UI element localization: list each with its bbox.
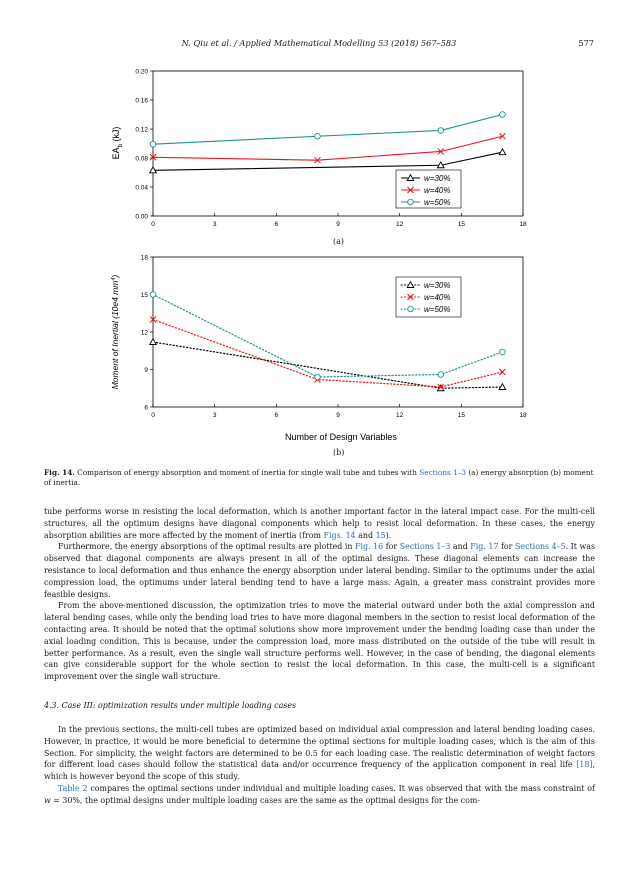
- x-tick-label: 15: [457, 412, 465, 419]
- data-point: [499, 369, 505, 375]
- figure-a-sublabel: (a): [333, 237, 345, 246]
- y-axis-label-b: Moment of Inertial (10e4 $mm^4$): [110, 274, 120, 390]
- body-text-upper: [44, 506, 595, 683]
- x-tick-label: 18: [519, 221, 527, 228]
- y-tick-label: 18: [140, 254, 148, 262]
- link-fig-15[interactable]: 15: [375, 530, 386, 540]
- y-tick-label: 0.04: [135, 184, 148, 192]
- caption-link-sections[interactable]: Sections 1–3: [419, 468, 467, 477]
- x-tick-label: 18: [519, 412, 527, 419]
- legend-label: w=30%: [424, 174, 451, 183]
- link-fig-14[interactable]: Figs. 14: [323, 530, 356, 540]
- x-tick-label: 12: [396, 412, 404, 419]
- x-tick-label: 9: [336, 412, 340, 419]
- page-number: 577: [578, 38, 594, 48]
- link-sections-4-5[interactable]: Sections 4–5: [515, 542, 566, 552]
- paragraph-4: In the previous sections, the multi-cell tubes are optimized based on individual axial compression and lateral bending loading cases. However, in practice, it would be more beneficial to determine the optimal sections for multiple loading cases, which is the aim of this Section. For simplicity, the weight factors are determined to be 0.5 for each loading case. The realistic determination of weight factors for different load cases should follow the statistical data and/or occurrence frequency of the application component in real life [18], which is however beyond the scope of this study.: [44, 725, 595, 782]
- data-point: [150, 292, 156, 298]
- legend-marker: [408, 306, 414, 312]
- legend-label: w=40%: [424, 293, 451, 302]
- y-tick-label: 0.08: [135, 155, 148, 163]
- data-point: [438, 372, 444, 378]
- section-heading: 4.3. Case III: optimization results under multiple loading cases: [44, 701, 297, 710]
- x-tick-label: 3: [212, 412, 217, 419]
- series-line-1: [153, 342, 502, 388]
- caption-label: Fig. 14.: [44, 468, 75, 477]
- x-tick-label: 12: [396, 221, 404, 228]
- body-text-lower: [44, 724, 595, 807]
- y-tick-label: 0.12: [135, 126, 148, 134]
- x-tick-label: 9: [336, 221, 340, 228]
- y-axis-label-a: $EA_b$ (kJ): [111, 126, 124, 160]
- y-tick-label: 15: [140, 291, 148, 299]
- x-axis-label-b: Number of Design Variables: [285, 432, 397, 442]
- legend-label: w=30%: [424, 281, 451, 290]
- figure-caption: Fig. 14. Comparison of energy absorption and moment of inertia for single wall tube and tubes with Sections 1–3 (a) energy absorption (b) moment of inertia.: [44, 468, 594, 487]
- link-sections-1-3[interactable]: Sections 1–3: [399, 542, 451, 552]
- data-point: [315, 374, 321, 380]
- figure-b-sublabel: (b): [333, 448, 345, 457]
- x-tick-label: 0: [151, 412, 155, 419]
- link-fig-16[interactable]: Fig. 16: [355, 542, 384, 552]
- paragraph-2: Furthermore, the energy absorptions of the optimal results are plotted in Fig. 16 for Sections 1–3 and Fig. 17 for Sections 4–5. It was observed that diagonal components are always present in all of the optimal designs. These diagonal elements can increase the resistance to local deformation and thus enhance the energy absorption under lateral bending. Similar to the optimums under the axial compression load, the optimums under lateral bending tend to have a large mass. Again, a greater mass constraint provides more feasible designs.: [44, 542, 596, 599]
- legend-label: w=40%: [424, 186, 451, 195]
- link-fig-17[interactable]: Fig. 17: [470, 542, 499, 552]
- y-tick-label: 0.16: [135, 97, 148, 105]
- paragraph-1: tube performs worse in resisting the local deformation, which is another important factor in the lateral impact case. For the multi-cell structures, all the optimum designs have diagonal components which help to resist local deformation. In these cases, the energy absorption abilities are more affected by the moment of inertia (from Figs. 14 and 15).: [44, 507, 595, 540]
- legend-label: w=50%: [424, 198, 451, 207]
- running-title: N. Qiu et al. / Applied Mathematical Modelling 53 (2018) 567–583: [181, 38, 457, 48]
- plot-frame-b: [153, 257, 523, 407]
- x-tick-label: 6: [274, 221, 279, 228]
- link-ref-18[interactable]: [18]: [576, 760, 593, 770]
- paragraph-5: Table 2 compares the optimal sections under individual and multiple loading cases. It was observed that with the mass constraint of w = 30%, the optimal designs under multiple loading cases are the same as the optimal designs for the com-: [44, 783, 595, 805]
- y-tick-label: 6: [144, 404, 148, 412]
- y-tick-label: 12: [140, 329, 148, 337]
- x-tick-label: 6: [274, 412, 279, 419]
- x-tick-label: 0: [151, 221, 155, 228]
- x-tick-label: 15: [457, 221, 465, 228]
- data-point: [500, 349, 506, 355]
- paragraph-3: From the above-mentioned discussion, the optimization tries to move the material outward under both the axial compression and lateral bending cases, while only the bending load tries to have more diagonal members in the section to resist local deformation of the contacting area. It should be noted that the optimal solutions show more improvement under the bending loading case than under the axial loading condition. This is because, under the compression load, more mass distributed on the outside of the tube will result in better performance. As a result, even the single wall structure performs well. However, in the case of bending, the diagonal elements can give considerable support for the whole section to resist the local deformation. In this case, the multi-cell is a significant improvement over the single wall structure.: [44, 601, 595, 682]
- legend-label: w=50%: [424, 305, 451, 314]
- x-tick-label: 3: [212, 221, 217, 228]
- link-table-2[interactable]: Table 2: [58, 783, 88, 793]
- y-tick-label: 0.00: [135, 213, 148, 221]
- y-tick-label: 9: [144, 366, 148, 374]
- y-tick-label: 0.20: [135, 68, 148, 76]
- data-point: [150, 339, 157, 345]
